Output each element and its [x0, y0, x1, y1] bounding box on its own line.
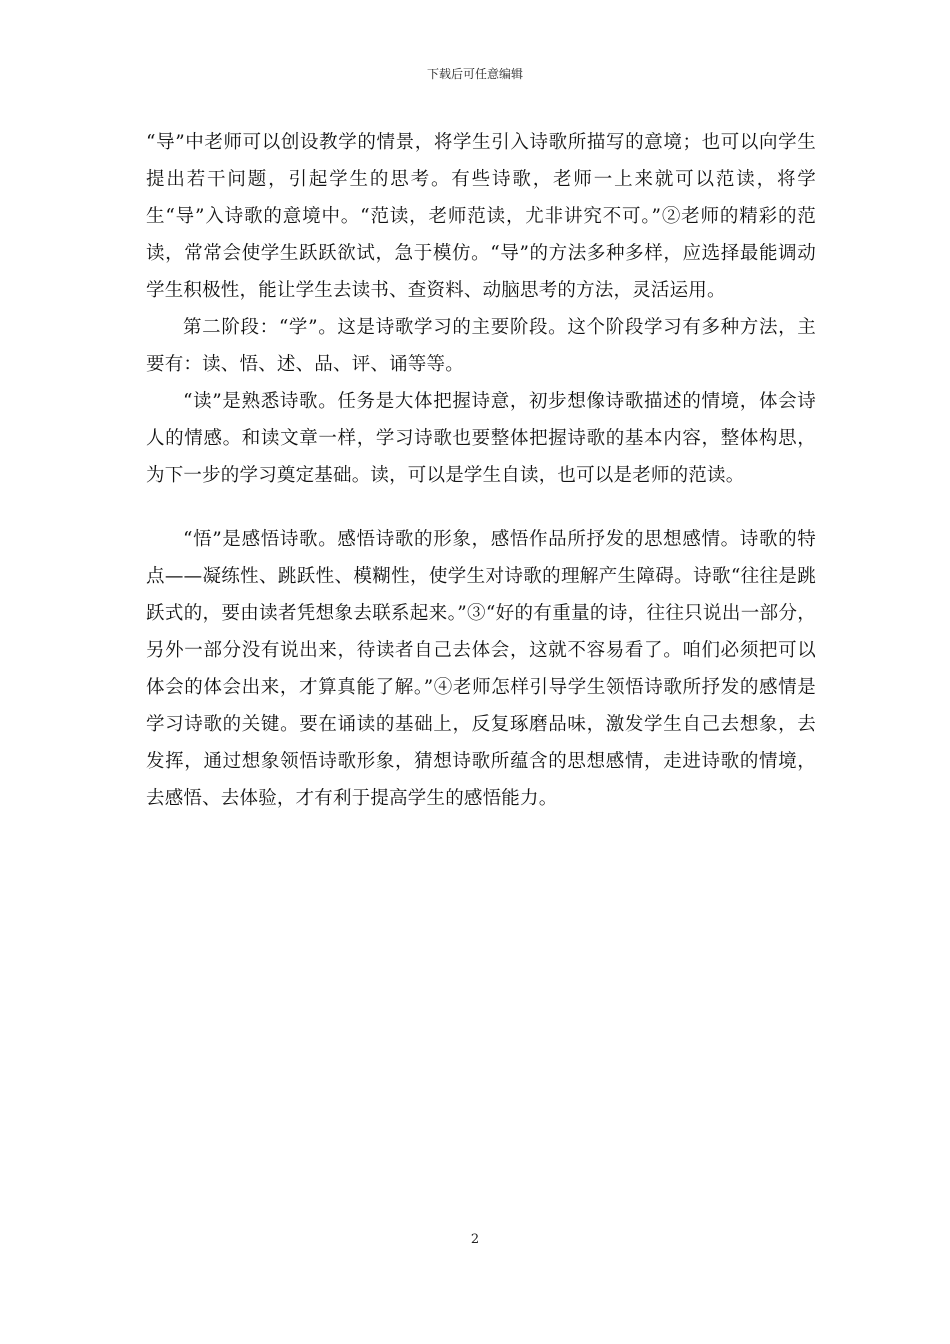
- paragraph-spacer: [146, 494, 816, 521]
- paragraph-reading: “读”是熟悉诗歌。任务是大体把握诗意，初步想像诗歌描述的情境，体会诗人的情感。和读文章一样，学习诗歌也要整体把握诗歌的基本内容，整体构思，为下一步的学习奠定基础。读，可以是学生自读，也可以是老师的范读。: [146, 391, 816, 486]
- page-number: 2: [470, 1232, 480, 1247]
- document-body: [146, 124, 816, 817]
- page-header: 下载后可任意编辑: [426, 67, 523, 81]
- paragraph-comprehension: “悟”是感悟诗歌。感悟诗歌的形象，感悟作品所抒发的思想感情。诗歌的特点——凝练性、跳跃性、模糊性，使学生对诗歌的理解产生障碍。诗歌“往往是跳跃式的，要由读者凭想象去联系起来。”③“好的有重量的诗，往往只说出一部分，另外一部分没有说出来，待读者自己去体会，这就不容易看了。咱们必须把可以体会的体会出来，才算真能了解。”④老师怎样引导学生领悟诗歌所抒发的感情是学习诗歌的关键。要在诵读的基础上，反复琢磨品味，激发学生自己去想象，去发挥，通过想象领悟诗歌形象，猜想诗歌所蕴含的思想感情，走进诗歌的情境，去感悟、去体验，才有利于提高学生的感悟能力。: [146, 529, 816, 809]
- paragraph-continuation: “导”中老师可以创设教学的情景，将学生引入诗歌所描写的意境；也可以向学生提出若干问题，引起学生的思考。有些诗歌，老师一上来就可以范读，将学生“导”入诗歌的意境中。“范读，老师范读，尤非讲究不可。”②老师的精彩的范读，常常会使学生跃跃欲试，急于模仿。“导”的方法多种多样，应选择最能调动学生积极性，能让学生去读书、查资料、动脑思考的方法，灵活运用。: [146, 132, 816, 301]
- paragraph-stage-two: 第二阶段：“学”。这是诗歌学习的主要阶段。这个阶段学习有多种方法，主要有：读、悟、述、品、评、诵等等。: [146, 317, 816, 375]
